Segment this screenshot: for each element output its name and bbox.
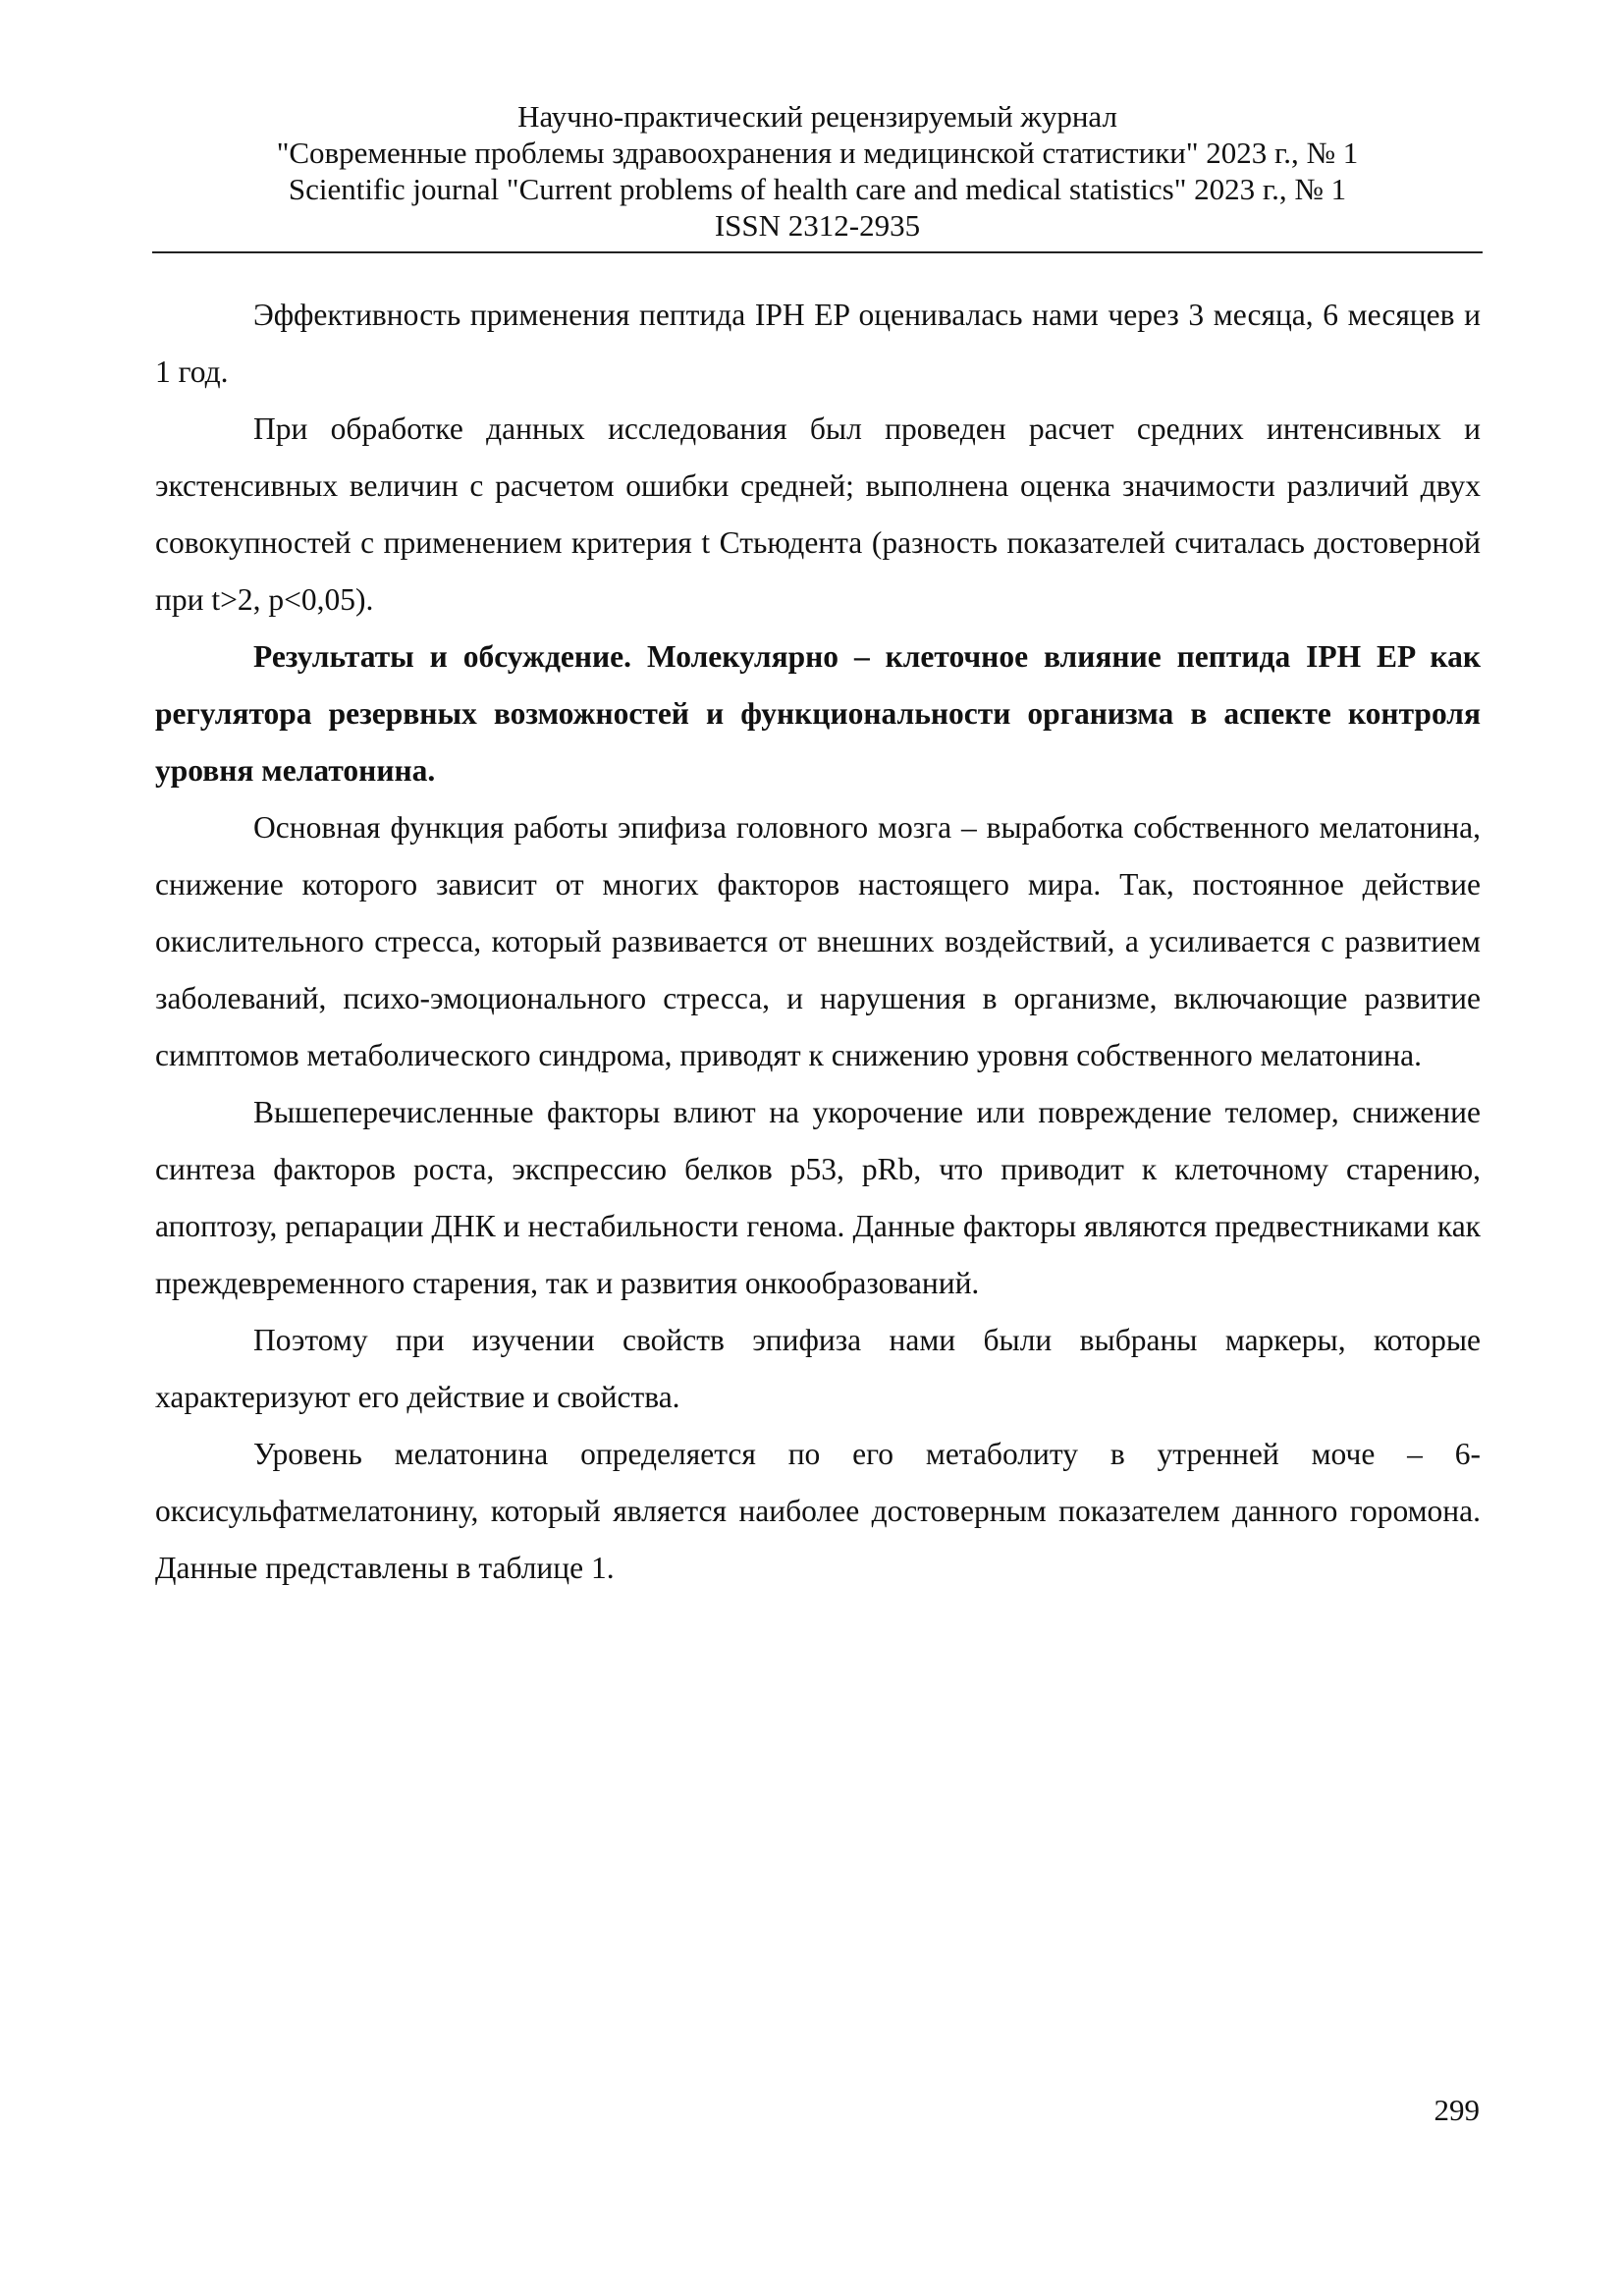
paragraph-statistics: При обработке данных исследования был проведен расчет средних интенсивных и экстенсивных величин с расчетом ошибки средней; выполнена оценка значимости различий двух совокупностей с применением критерия t Стьюдента (разность показателей считалась достоверной при t>2, p<0,05). [155, 411, 1481, 617]
journal-name-en: Scientific journal "Current problems of health care and medical statistics" 2023 г., № 1 [288, 172, 1347, 206]
paragraph-melatonin-level: Уровень мелатонина определяется по его метаболиту в утренней моче – 6-оксисульфатмелатонину, который является наиболее достоверным показателем данного горомона. Данные представлены в таблице 1. [155, 1437, 1481, 1585]
paragraph-efficacy-timing: Эффективность применения пептида IPH EP оценивалась нами через 3 месяца, 6 месяцев и 1 год. [155, 298, 1481, 389]
paragraph-pineal-function: Основная функция работы эпифиза головного мозга – выработка собственного мелатонина, снижение которого зависит от многих факторов настоящего мира. Так, постоянное действие окислительного стресса, который развивается от внешних воздействий, а усиливается с развитием заболеваний, психо-эмоционального стресса, и нарушения в организме, включающие развитие симптомов метаболического синдрома, приводят к снижению уровня собственного мелатонина. [155, 810, 1481, 1072]
article-body [155, 287, 1481, 1597]
journal-header [152, 98, 1483, 244]
paragraph-factors: Вышеперечисленные факторы влиют на укорочение или повреждение теломер, снижение синтеза факторов роста, экспрессию белков p53, pRb, что приводит к клеточному старению, апоптозу, репарации ДНК и нестабильности генома. Данные факторы являются предвестниками как преждевременного старения, так и развития онкообразований. [155, 1095, 1481, 1300]
journal-name-ru: "Современные проблемы здравоохранения и медицинской статистики" 2023 г., № 1 [276, 136, 1359, 170]
issn: ISSN 2312-2935 [714, 208, 921, 243]
header-divider [152, 251, 1483, 253]
page-number: 299 [1434, 2093, 1480, 2127]
paragraph-markers: Поэтому при изучении свойств эпифиза нами были выбраны маркеры, которые характеризуют его действие и свойства. [155, 1323, 1481, 1414]
journal-title-ru: Научно-практический рецензируемый журнал [517, 99, 1117, 134]
section-heading-results: Результаты и обсуждение. Молекулярно – клеточное влияние пептида IPH EP как регулятора резервных возможностей и функциональности организма в аспекте контроля уровня мелатонина. [155, 639, 1481, 788]
